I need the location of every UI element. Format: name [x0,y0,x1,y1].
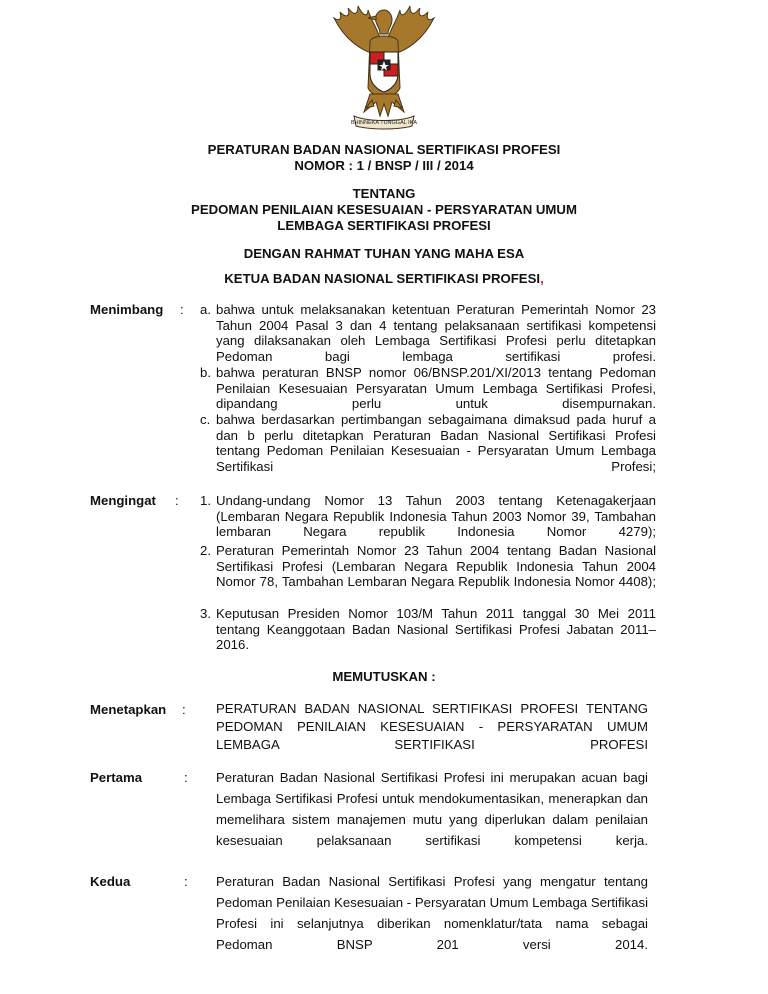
kedua-label: Kedua [90,874,131,889]
subject-line-1: PEDOMAN PENILAIAN KESESUAIAN - PERSYARATAN UMUM [191,202,577,217]
authority-line [0,271,768,287]
item-text: Peraturan Pemerintah Nomor 23 Tahun 2004 tentang Badan Nasional Sertifikasi Profesi (Lembaran Negara Republik Indonesia Tahun 2004 Nomor 78, Tambahan Lembaran Negara Republik Indonesia Nomor 4408); [216,543,656,590]
menetapkan-text: PERATURAN BADAN NASIONAL SERTIFIKASI PROFESI TENTANG PEDOMAN PENILAIAN KESESUAIAN - PERSYARATAN UMUM LEMBAGA SERTIFIKASI PROFESI [216,701,648,752]
item-text: bahwa berdasarkan pertimbangan sebagaimana dimaksud pada huruf a dan b perlu ditetapkan Peraturan Badan Nasional Sertifikasi Profesi tentang Pedoman Penilaian Kesesuaian - Persyaratan Umum Lembaga Sertifikasi Profesi; [216,412,656,474]
item-text: bahwa peraturan BNSP nomor 06/BNSP.201/XI/2013 tentang Pedoman Penilaian Kesesuaian Persyaratan Umum Lembaga Sertifikasi Profesi, dipandang perlu untuk disempurnakan. [216,365,656,412]
item-marker: 1. [200,493,211,508]
item-marker: a. [200,302,211,317]
pertama-text: Peraturan Badan Nasional Sertifikasi Profesi ini merupakan acuan bagi Lembaga Sertifikasi Profesi untuk mendokumentasikan, menerapkan dan memelihara sistem manajemen mutu yang diperlukan dalam penilaian kesesuaian pelaksanaan sertifikasi kompetensi kerja. [216,770,648,848]
menetapkan-label: Menetapkan [90,702,167,717]
item-text: Keputusan Presiden Nomor 103/M Tahun 2011 tanggal 30 Mei 2011 tentang Keanggotaan Badan Nasional Sertifikasi Profesi Jabatan 2011–2016. [216,606,656,653]
item-marker: c. [200,412,211,427]
mengingat-colon: : [175,493,179,508]
item-marker: b. [200,365,211,380]
regulation-number: NOMOR : 1 / BNSP / III / 2014 [294,158,474,173]
blessing-line: DENGAN RAHMAT TUHAN YANG MAHA ESA [243,246,525,261]
item-marker: 3. [200,606,211,621]
menimbang-label: Menimbang [90,302,164,317]
garuda-emblem-icon [324,4,444,130]
item-text: Undang-undang Nomor 13 Tahun 2003 tentang Ketenagakerjaan (Lembaran Negara Republik Indonesia Tahun 2003 Nomor 39, Tambahan lembaran Negara republik Indonesia Nomor 4279); [216,493,656,540]
subject-line-2: LEMBAGA SERTIFIKASI PROFESI [277,218,491,233]
mengingat-item-2 [200,543,656,605]
tentang-heading: TENTANG [352,186,416,201]
memutuskan-heading: MEMUTUSKAN : [332,669,436,684]
regulation-title: PERATURAN BADAN NASIONAL SERTIFIKASI PROFESI [207,142,561,157]
kedua-colon: : [184,874,188,889]
authority-text: KETUA BADAN NASIONAL SERTIFIKASI PROFESI [224,271,541,286]
kedua-text: Peraturan Badan Nasional Sertifikasi Profesi yang mengatur tentang Pedoman Penilaian Kesesuaian - Persyaratan Umum Lembaga Sertifikasi Profesi ini selanjutnya diberikan nomenklatur/tata nama sebagai Pedoman BNSP 201 versi 2014. [216,874,648,952]
mengingat-label: Mengingat [90,493,156,508]
pertama-label: Pertama [90,770,143,785]
item-marker: 2. [200,543,211,558]
pertama-colon: : [184,770,188,785]
authority-comma: , [540,271,544,286]
item-text: bahwa untuk melaksanakan ketentuan Peraturan Pemerintah Nomor 23 Tahun 2004 Pasal 3 dan 4 tentang pelaksanaan sertifikasi kompetensi yang dilaksanakan oleh Lembaga Sertifikasi Profesi perlu ditetapkan Pedoman bagi lembaga sertifikasi profesi. [216,302,656,364]
menimbang-colon: : [180,302,184,317]
menetapkan-colon: : [182,702,186,717]
emblem-motto: BHINNEKA TUNGGAL IKA [350,120,418,126]
mengingat-item-3 [200,606,656,668]
menimbang-item-c [200,412,656,490]
